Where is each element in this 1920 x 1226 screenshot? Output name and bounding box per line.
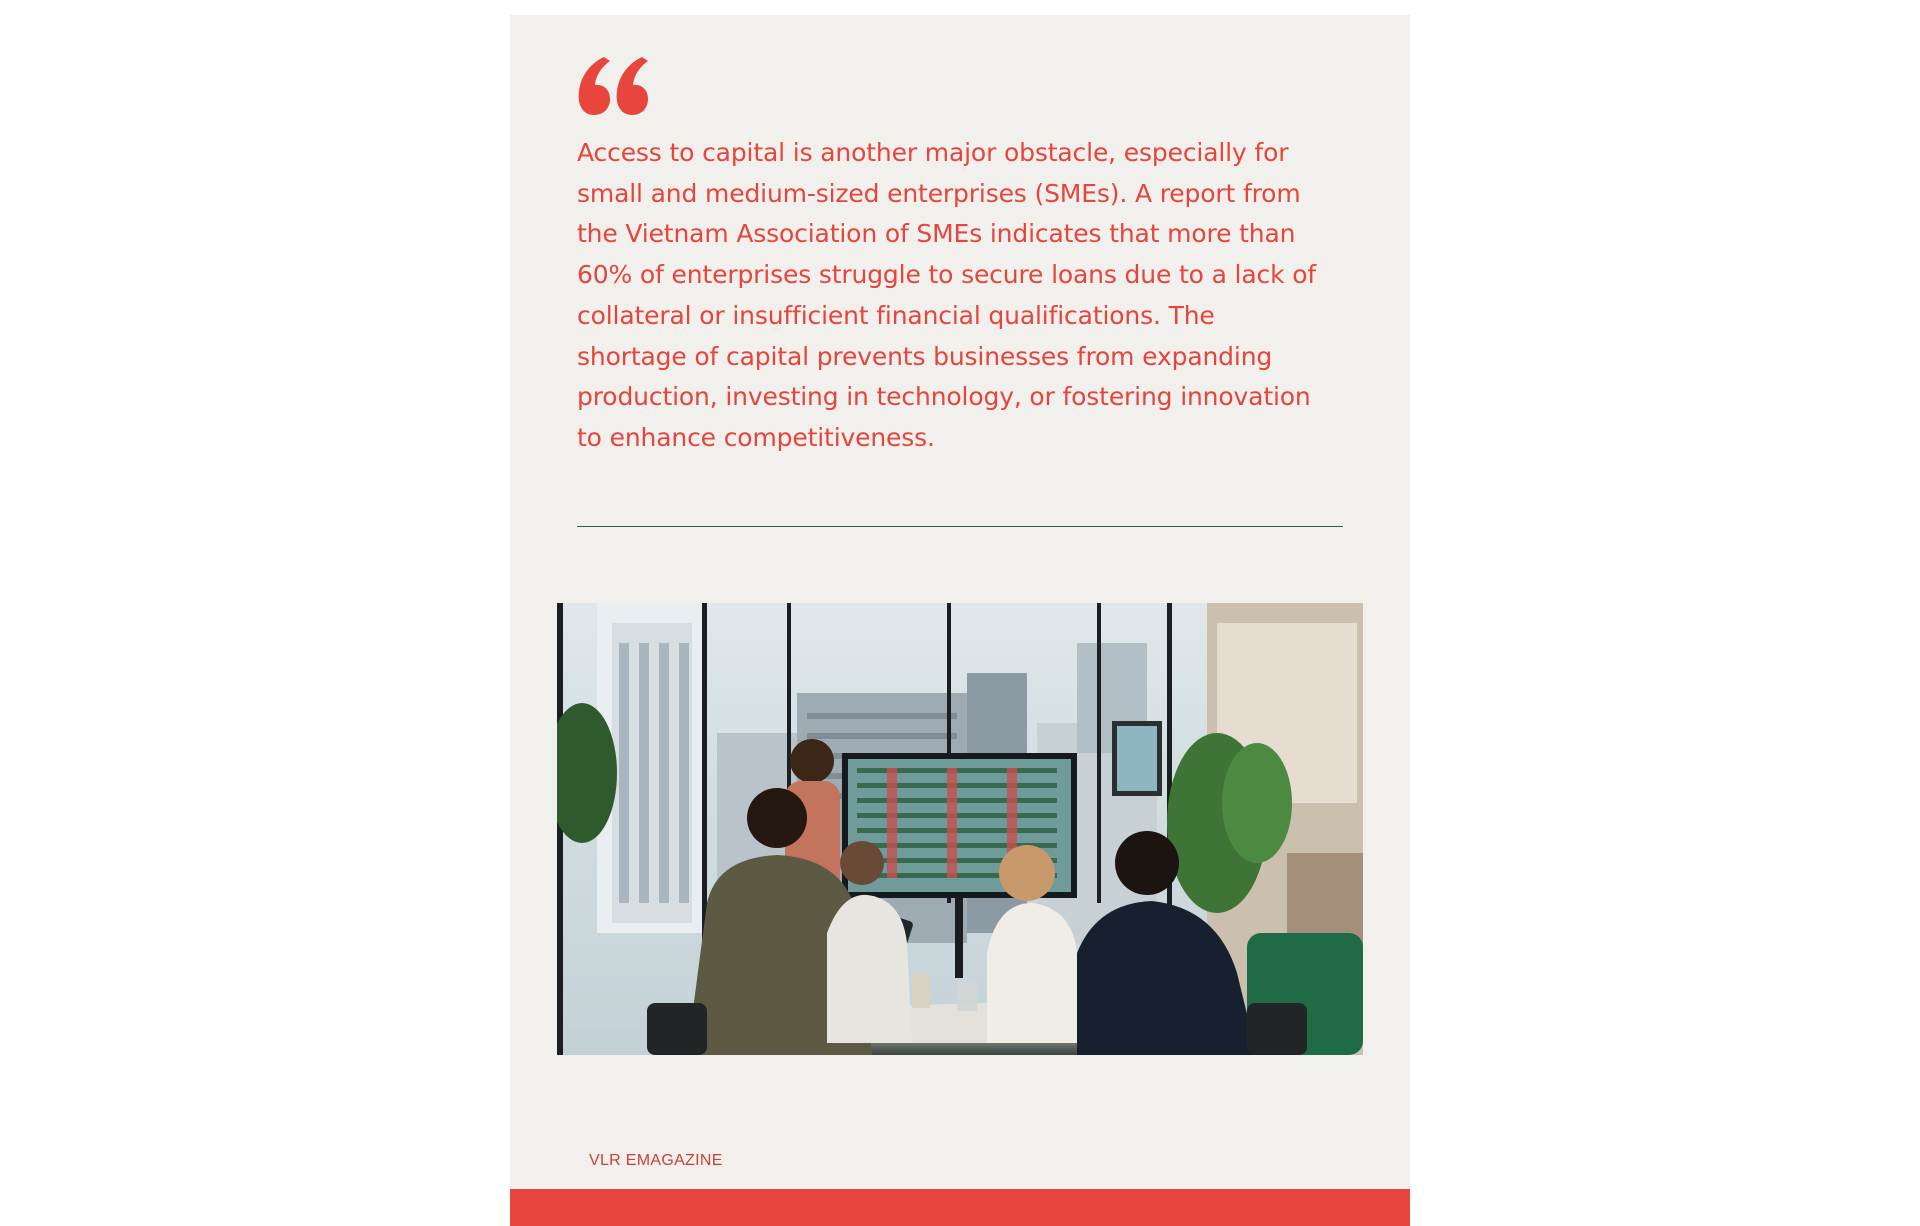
publication-label: VLR EMAGAZINE xyxy=(589,1152,723,1169)
magazine-page xyxy=(510,15,1410,1226)
footer-accent-bar xyxy=(510,1189,1410,1226)
divider-line xyxy=(577,526,1343,527)
quotation-mark-icon xyxy=(577,57,649,117)
pull-quote-text: Access to capital is another major obstacle, especially for small and medium-sized enterprises (SMEs). A report from the Vietnam Association of SMEs indicates that more than 60% of enterprises struggle to secure loans due to a lack of collateral or insufficient financial qualifications. The shortage of capital prevents businesses from expanding production, investing in technology, or fostering innovation to enhance competitiveness. xyxy=(577,138,1317,452)
business-meeting-photo xyxy=(557,603,1363,1055)
